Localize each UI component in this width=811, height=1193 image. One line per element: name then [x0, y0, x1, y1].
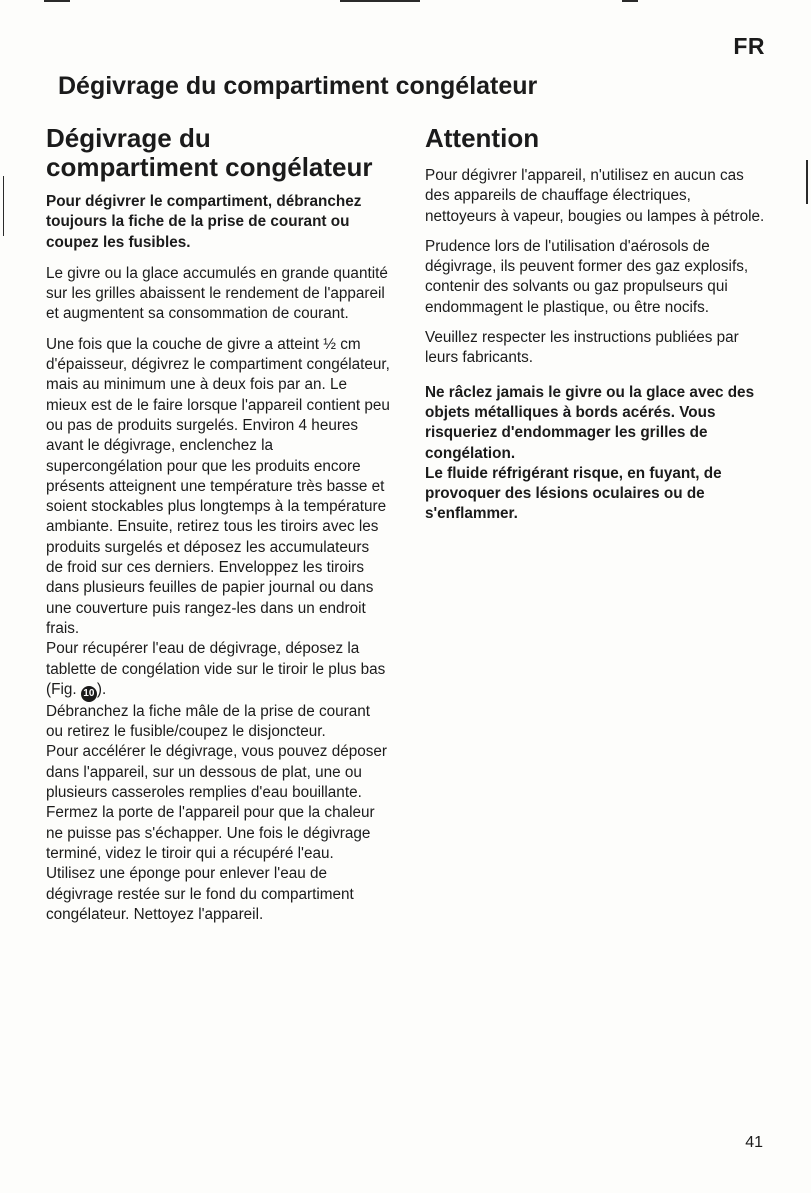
section-title-defrost: Dégivrage du compartiment congélateur	[46, 123, 373, 182]
scan-mark	[622, 0, 638, 2]
paragraph-manufacturer-instructions: Veuillez respecter les instructions publiées par leurs fabricants.	[425, 329, 739, 367]
unplug-warning: Pour dégivrer le compartiment, débranchez toujours la fiche de la prise de courant ou coupez les fusibles.	[46, 193, 362, 251]
paragraph-no-heaters: Pour dégivrer l'appareil, n'utilisez en aucun cas des appareils de chauffage électriques, nettoyeurs à vapeur, bougies ou lampes à pétrole.	[425, 167, 765, 225]
paragraph-defrost-steps	[46, 335, 390, 925]
paragraph-aerosols: Prudence lors de l'utilisation d'aérosols de dégivrage, ils peuvent former des gaz explosifs, contenir des solvants ou gaz propulseurs qui endommagent le plastique, ou être nocifs.	[425, 237, 749, 316]
paragraph-frost-effect: Le givre ou la glace accumulés en grande quantité sur les grilles abaissent le rendement de l'appareil et augmentent sa consommation de courant.	[46, 264, 388, 323]
figure-ref-badge: 10	[81, 686, 97, 702]
defrost-steps-text: Une fois que la couche de givre a atteint ½ cm d'épaisseur, dégivrez le compartiment congélateur, mais au minimum une à deux fois par an. Le mieux est de le faire lorsque l'appareil contient peu ou pas de produits surgelés. Environ 4 heures avant le dégivrage, enclenchez la supercongélation pour que les produits encore présents atteignent une température très basse et soient stockables plus longtemps à la température ambiante. Ensuite, retirez tous les tiroirs avec les produits surgelés et déposez les accumulateurs de froid sur ces derniers. Enveloppez les tiroirs dans plusieurs feuilles de papier journal ou dans une couverture puis rangez-les dans un endroit frais. Pour récupérer l'eau de dégivrage, déposez la tablette de congélation vide sur le tiroir le plus bas (Fig.	[46, 335, 390, 698]
warning-refrigerant: Le fluide réfrigérant risque, en fuyant, de provoquer des lésions oculaires ou de s'enflammer.	[425, 464, 722, 523]
scan-mark	[806, 160, 808, 204]
page-number: 41	[745, 1134, 763, 1151]
warning-no-scraping: Ne râclez jamais le givre ou la glace avec des objets métalliques à bords acérés. Vous risqueriez d'endommager les grilles de congélation.	[425, 383, 755, 462]
left-column	[46, 124, 390, 925]
scan-mark	[44, 0, 70, 2]
page-heading: Dégivrage du compartiment congélateur	[58, 72, 538, 100]
language-tag: FR	[733, 33, 765, 59]
right-column	[425, 124, 765, 535]
section-title-attention: Attention	[425, 123, 540, 153]
scan-mark	[340, 0, 420, 2]
scan-mark	[3, 176, 4, 236]
defrost-steps-text-cont: ). Débranchez la fiche mâle de la prise de courant ou retirez le fusible/coupez le disjoncteur. Pour accélérer le dégivrage, vous pouvez déposer dans l'appareil, sur un dessous de plat, une ou plusieurs casseroles remplies d'eau bouillante. Fermez la porte de l'appareil pour que la chaleur ne puisse pas s'échapper. Une fois le dégivrage terminé, videz le tiroir qui a récupéré l'eau. Utilisez une éponge pour enlever l'eau de dégivrage restée sur le fond du compartiment congélateur. Nettoyez l'appareil.	[46, 680, 387, 923]
